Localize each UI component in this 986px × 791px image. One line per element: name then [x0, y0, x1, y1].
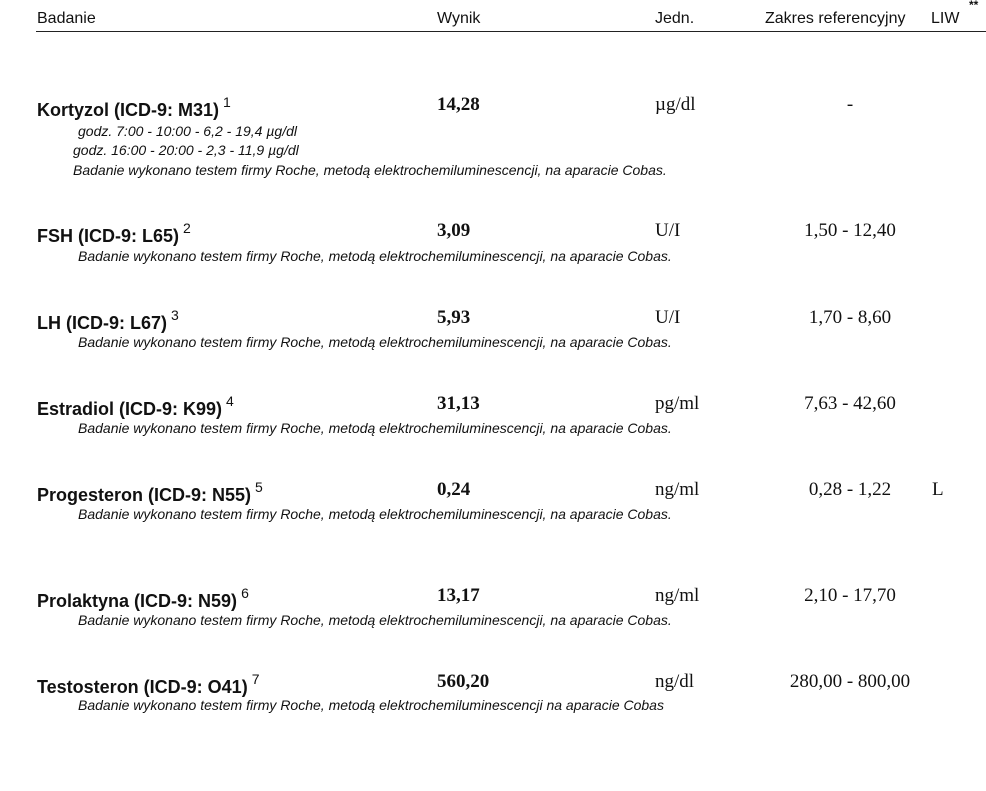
- test-reference-range: 280,00 - 800,00: [789, 671, 911, 692]
- footnote-ref: 3: [171, 307, 179, 323]
- test-method-note: Badanie wykonano testem firmy Roche, metodą elektrochemiluminescencji na aparacie Cobas: [78, 697, 664, 713]
- footnote-ref: 7: [251, 671, 260, 687]
- footnote-ref: 4: [226, 393, 234, 409]
- test-name: Prolaktyna (ICD-9: N59) $^6$: [37, 585, 249, 611]
- test-method-note: Badanie wykonano testem firmy Roche, metodą elektrochemiluminescencji, na aparacie Cobas.: [78, 612, 672, 628]
- test-result: 5,93: [437, 307, 471, 328]
- header-footnote-mark: **: [969, 0, 979, 12]
- test-method-note: Badanie wykonano testem firmy Roche, metodą elektrochemiluminescencji, na aparacie Cobas.: [73, 162, 667, 178]
- test-unit: µg/dl: [655, 94, 696, 115]
- header-col-flag: LIW: [931, 10, 960, 27]
- header-col-test: Badanie: [37, 10, 96, 27]
- test-method-note: Badanie wykonano testem firmy Roche, metodą elektrochemiluminescencji, na aparacie Cobas.: [78, 506, 672, 522]
- test-reference-range: 7,63 - 42,60: [804, 393, 896, 414]
- test-row-progesteron: [0, 479, 986, 599]
- footnote-ref: 6: [241, 585, 249, 601]
- test-note: godz. 16:00 - 20:00 - 2,3 - 11,9 µg/dl: [73, 142, 299, 158]
- test-name: LH (ICD-9: L67) $^3$: [37, 307, 179, 333]
- header-col-result: Wynik: [437, 10, 481, 27]
- test-reference-range: -: [846, 94, 854, 115]
- test-name: Kortyzol (ICD-9: M31) $^1$: [37, 94, 231, 120]
- header-divider: [36, 31, 986, 32]
- test-reference-range: 0,28 - 1,22: [808, 479, 892, 500]
- footnote-ref: 5: [255, 479, 263, 495]
- test-reference-range: 2,10 - 17,70: [804, 585, 896, 606]
- test-unit: ng/dl: [655, 671, 695, 692]
- test-unit: ng/ml: [655, 479, 700, 500]
- footnote-ref: 2: [183, 220, 191, 236]
- test-method-note: Badanie wykonano testem firmy Roche, metodą elektrochemiluminescencji, na aparacie Cobas.: [78, 248, 672, 264]
- test-row-kortyzol: [0, 94, 986, 214]
- test-reference-range: 1,70 - 8,60: [808, 307, 892, 328]
- test-result: 0,24: [437, 479, 471, 500]
- test-result: 560,20: [437, 671, 490, 692]
- test-name: Testosteron (ICD-9: O41) $^7$: [37, 671, 260, 697]
- test-unit: ng/ml: [655, 585, 700, 606]
- test-name: FSH (ICD-9: L65) $^2$: [37, 220, 191, 246]
- test-flag-low: L: [932, 479, 944, 500]
- test-name: Estradiol (ICD-9: K99) $^4$: [37, 393, 234, 419]
- test-note: godz. 7:00 - 10:00 - 6,2 - 19,4 µg/dl: [78, 123, 297, 139]
- test-method-note: Badanie wykonano testem firmy Roche, metodą elektrochemiluminescencji, na aparacie Cobas.: [78, 420, 672, 436]
- test-unit: U/I: [655, 307, 681, 328]
- test-reference-range: 1,50 - 12,40: [804, 220, 896, 241]
- test-unit: U/I: [655, 220, 681, 241]
- test-row-testosteron: [0, 671, 986, 791]
- footnote-ref: 1: [223, 94, 231, 110]
- test-result: 13,17: [437, 585, 480, 606]
- test-result: 3,09: [437, 220, 471, 241]
- header-col-range: Zakres referencyjny: [765, 10, 906, 27]
- test-method-note: Badanie wykonano testem firmy Roche, metodą elektrochemiluminescencji, na aparacie Cobas.: [78, 334, 672, 350]
- test-result: 14,28: [437, 94, 480, 115]
- header-col-unit: Jedn.: [655, 10, 695, 27]
- test-result: 31,13: [437, 393, 480, 414]
- test-name: Progesteron (ICD-9: N55) $^5$: [37, 479, 263, 505]
- test-unit: pg/ml: [655, 393, 700, 414]
